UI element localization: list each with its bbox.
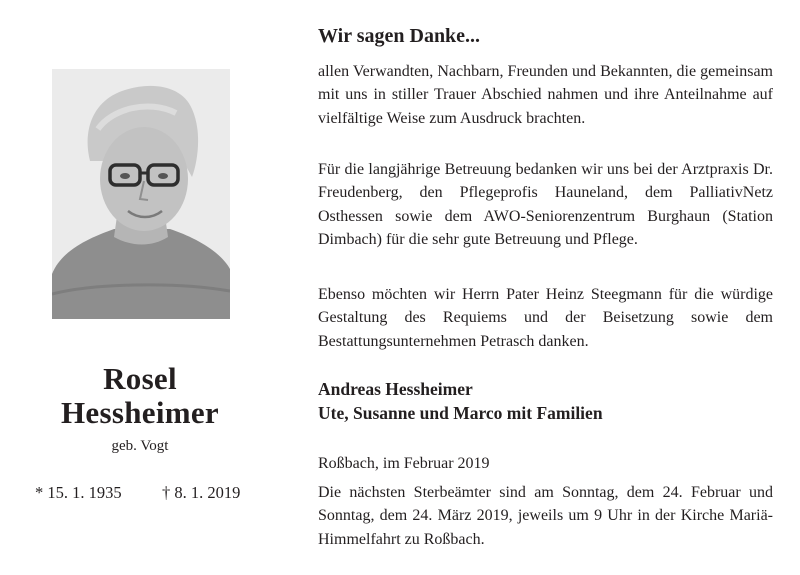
memorial-mass-announcement: Die nächsten Sterbeämter sind am Sonntag, dem 24. Februar und Sonntag, dem 24. März 2019, jeweils um 9 Uhr in der Kirche Mariä-Himmelfahrt zu Roßbach.: [318, 484, 773, 548]
thanks-heading: Wir sagen Danke...: [318, 25, 481, 47]
portrait-photo: [52, 69, 230, 319]
signers-block: [318, 377, 603, 425]
signer-line: Andreas Hessheimer: [318, 379, 473, 399]
death-date: † 8. 1. 2019: [162, 483, 241, 502]
place-and-date: Roßbach, im Februar 2019: [318, 455, 490, 472]
maiden-name: geb. Vogt: [111, 438, 169, 454]
birth-date: * 15. 1. 1935: [35, 483, 122, 502]
deceased-first-name: Rosel: [103, 361, 177, 396]
thanks-paragraph-care: Für die langjährige Betreuung bedanken wir uns bei der Arztpraxis Dr. Freudenberg, den Pflegeprofis Hauneland, dem PalliativNetz Osthessen sowie dem AWO-Seniorenzentrum Burghaun (Station Dimbach) für die sehr gute Betreuung und Pflege.: [318, 161, 773, 249]
deceased-last-name: Hessheimer: [61, 395, 219, 430]
signer-line: Ute, Susanne und Marco mit Familien: [318, 403, 603, 423]
thanks-paragraph-relatives: allen Verwandten, Nachbarn, Freunden und Bekannten, die gemeinsam mit uns in stiller Trauer Abschied nahmen und ihre Anteilnahme auf vielfältige Weise zum Ausdruck brachten.: [318, 63, 773, 127]
thanks-paragraph-ceremony: Ebenso möchten wir Herrn Pater Heinz Steegmann für die würdige Gestaltung des Requiems und der Beisetzung sowie dem Bestattungsunternehmen Petrasch danken.: [318, 286, 773, 350]
